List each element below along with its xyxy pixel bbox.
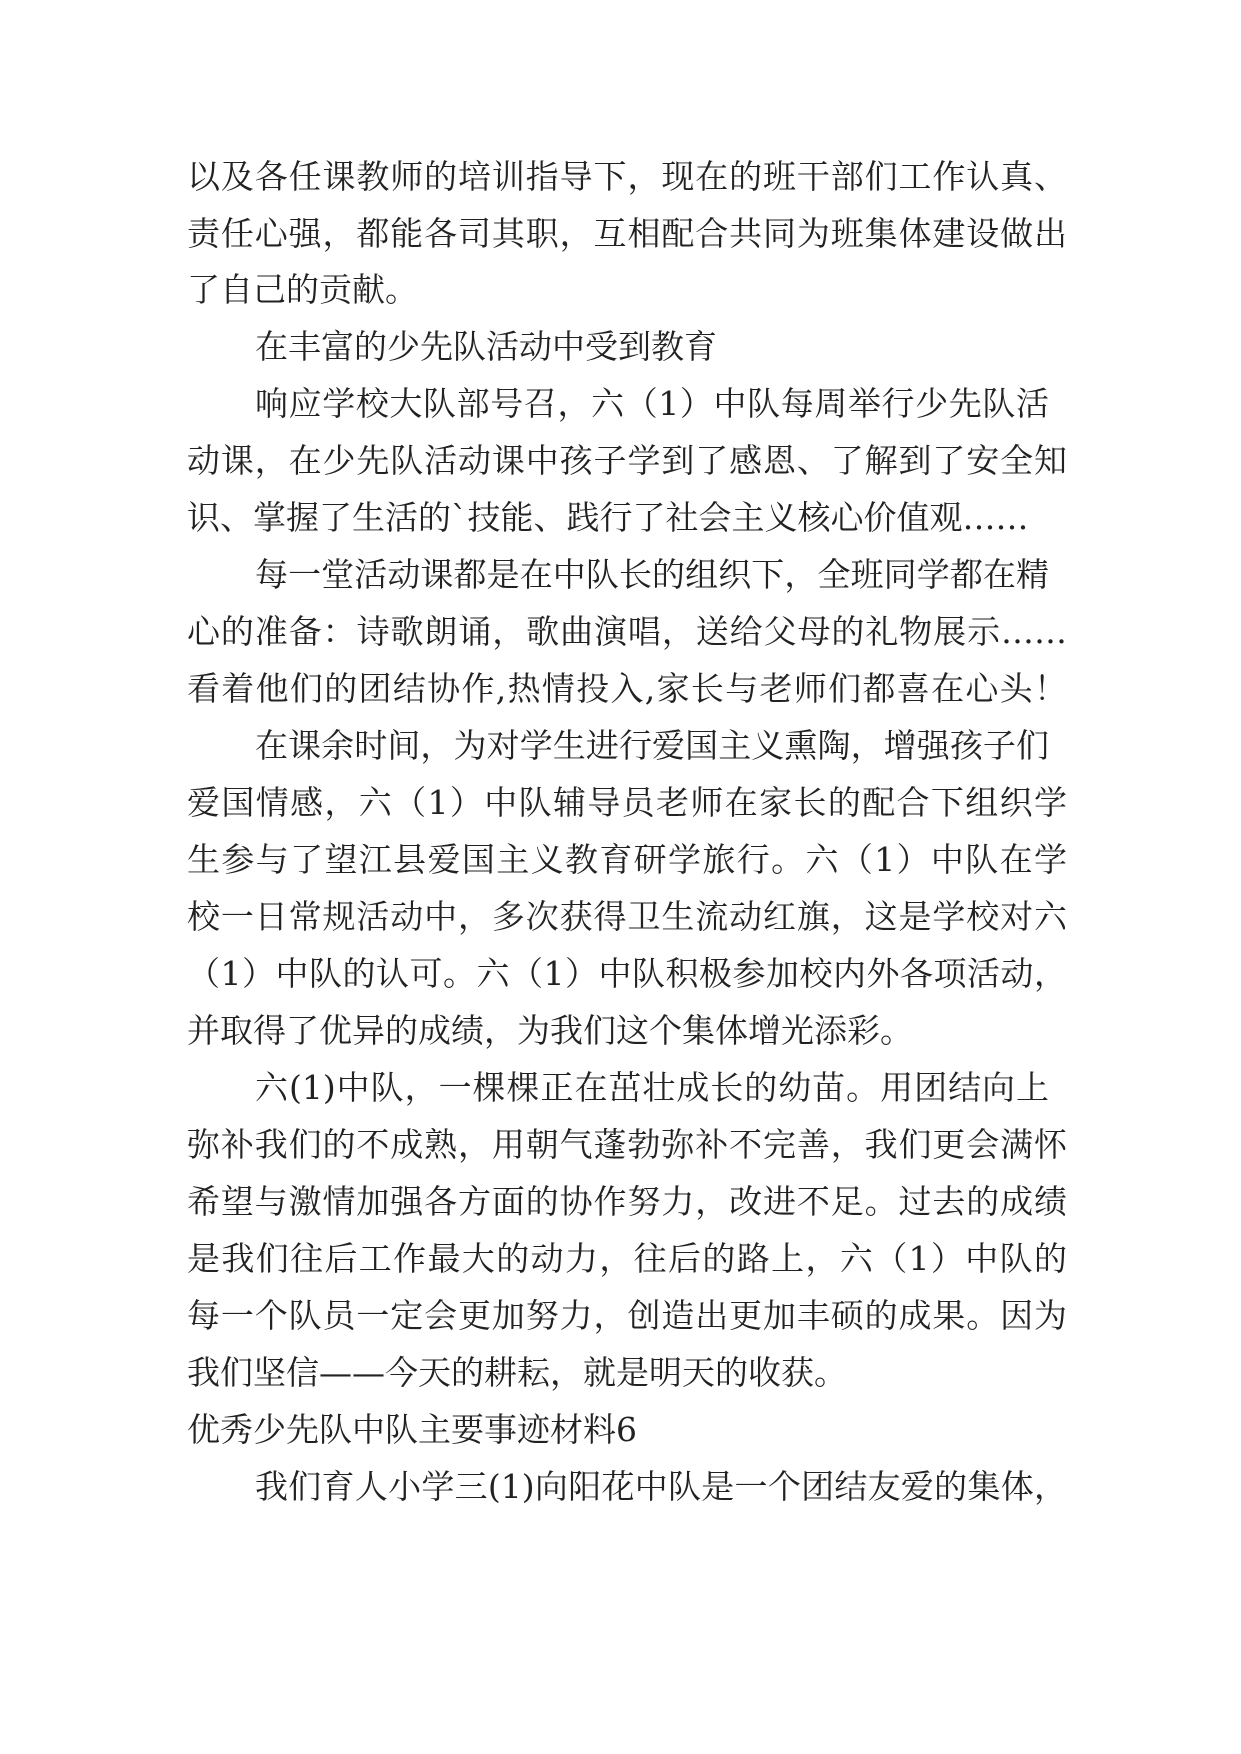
body-text-line: 识、掌握了生活的`技能、践行了社会主义核心价值观…… (187, 498, 1029, 537)
body-text-line: 响应学校大队部号召，六（1）中队每周举行少先队活 (255, 384, 1049, 423)
body-text-line: 以及各任课教师的培训指导下，现在的班干部们工作认真、 (187, 157, 1067, 196)
section-heading: 在丰富的少先队活动中受到教育 (255, 327, 717, 366)
body-text-line: 生参与了望江县爱国主义教育研学旅行。六（1）中队在学 (187, 840, 1067, 879)
body-text-line: 在课余时间，为对学生进行爱国主义熏陶，增强孩子们 (255, 726, 1049, 765)
body-text-line: 并取得了优异的成绩，为我们这个集体增光添彩。 (187, 1011, 913, 1050)
body-text-line: 看着他们的团结协作,热情投入,家长与老师们都喜在心头！ (187, 669, 1067, 708)
body-text-line: 弥补我们的不成熟，用朝气蓬勃弥补不完善，我们更会满怀 (187, 1125, 1067, 1164)
body-text-line: 每一个队员一定会更加努力，创造出更加丰硕的成果。因为 (187, 1296, 1067, 1335)
body-text-line: （1）中队的认可。六（1）中队积极参加校内外各项活动， (187, 954, 1067, 993)
body-text-line: 我们坚信——今天的耕耘，就是明天的收获。 (187, 1353, 847, 1392)
body-text-line: 心的准备：诗歌朗诵，歌曲演唱，送给父母的礼物展示…… (187, 612, 1067, 651)
body-text-line: 希望与激情加强各方面的协作努力，改进不足。过去的成绩 (187, 1182, 1067, 1221)
body-text-line: 动课，在少先队活动课中孩子学到了感恩、了解到了安全知 (187, 441, 1067, 480)
body-text-line: 我们育人小学三(1)向阳花中队是一个团结友爱的集体， (255, 1467, 1067, 1506)
body-text-line: 是我们往后工作最大的动力，往后的路上，六（1）中队的 (187, 1239, 1067, 1278)
body-text-line: 每一堂活动课都是在中队长的组织下，全班同学都在精 (255, 555, 1049, 594)
body-text-line: 了自己的贡献。 (187, 270, 418, 309)
body-text-line: 六(1)中队，一棵棵正在茁壮成长的幼苗。用团结向上 (255, 1068, 1049, 1107)
body-text-line: 责任心强，都能各司其职，互相配合共同为班集体建设做出 (187, 214, 1067, 253)
body-text-line: 爱国情感，六（1）中队辅导员老师在家长的配合下组织学 (187, 783, 1067, 822)
section-title: 优秀少先队中队主要事迹材料6 (187, 1410, 637, 1449)
body-text-line: 校一日常规活动中，多次获得卫生流动红旗，这是学校对六 (187, 897, 1067, 936)
